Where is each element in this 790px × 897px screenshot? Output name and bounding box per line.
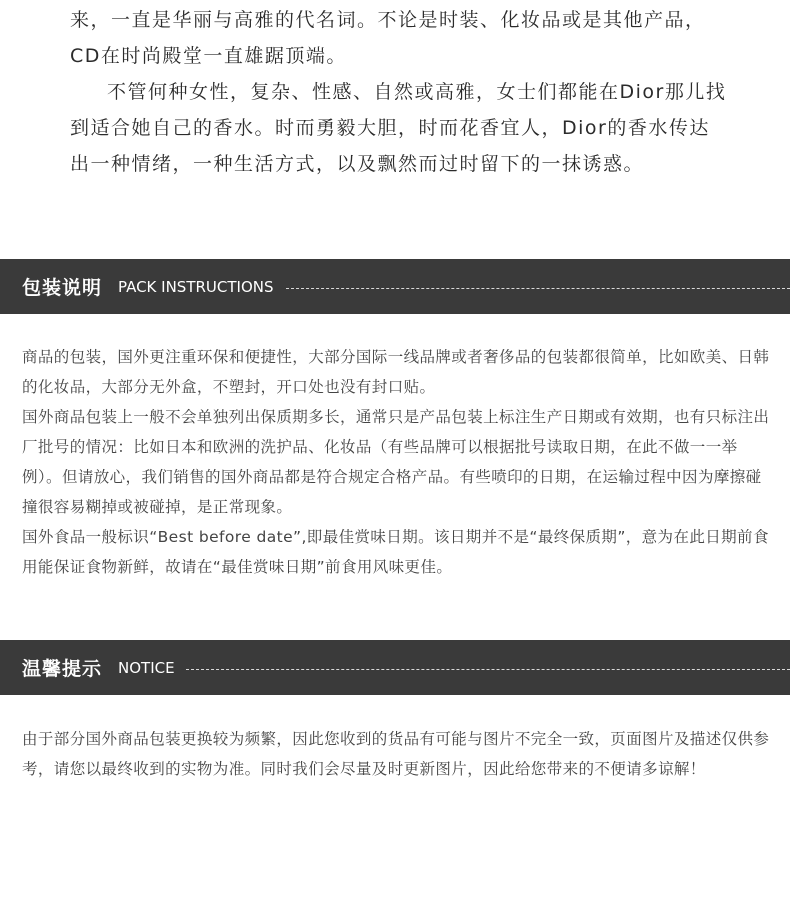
packing-header-divider	[286, 288, 790, 289]
notice-header	[0, 640, 790, 695]
packing-paragraph-1: 商品的包装，国外更注重环保和便捷性，大部分国际一线品牌或者奢侈品的包装都很简单，比如欧美、日韩的化妆品，大部分无外盒，不塑封，开口处也没有封口贴。	[22, 348, 770, 396]
packing-header	[0, 259, 790, 314]
packing-text	[22, 342, 772, 582]
notice-paragraph-1: 由于部分国外商品包装更换较为频繁，因此您收到的货品有可能与图片不完全一致，页面图片及描述仅供参考，请您以最终收到的实物为准。同时我们会尽量及时更新图片，因此给您带来的不便请多谅解！	[22, 730, 770, 778]
packing-title-en: PACK INSTRUCTIONS	[118, 278, 274, 296]
packing-title-zh: 包装说明	[22, 277, 103, 299]
notice-header-divider	[186, 669, 790, 670]
notice-title-en: NOTICE	[118, 659, 175, 677]
notice-text	[22, 724, 772, 784]
packing-paragraph-2: 国外商品包装上一般不会单独列出保质期多长，通常只是产品包装上标注生产日期或有效期，也有只标注出厂批号的情况：比如日本和欧洲的洗护品、化妆品（有些品牌可以根据批号读取日期，在此不做一一举例）。但请放心，我们销售的国外商品都是符合规定合格产品。有些喷印的日期，在运输过程中因为摩擦碰撞很容易糊掉或被碰掉，是正常现象。	[22, 408, 770, 516]
intro-paragraph-1: 来，一直是华丽与高雅的代名词。不论是时装、化妆品或是其他产品，CD在时尚殿堂一直雄踞顶端。	[70, 9, 706, 67]
intro-text	[70, 0, 730, 182]
packing-paragraph-3: 国外食品一般标识“Best before date”,即最佳赏味日期。该日期并不是“最终保质期”，意为在此日期前食用能保证食物新鲜，故请在“最佳赏味日期”前食用风味更佳。	[22, 528, 769, 576]
notice-title-zh: 温馨提示	[22, 658, 103, 680]
intro-paragraph-2: 不管何种女性，复杂、性感、自然或高雅，女士们都能在Dior那儿找到适合她自己的香水。时而勇毅大胆，时而花香宜人，Dior的香水传达出一种情绪，一种生活方式，以及飘然而过时留下的一抹诱惑。	[70, 81, 727, 175]
